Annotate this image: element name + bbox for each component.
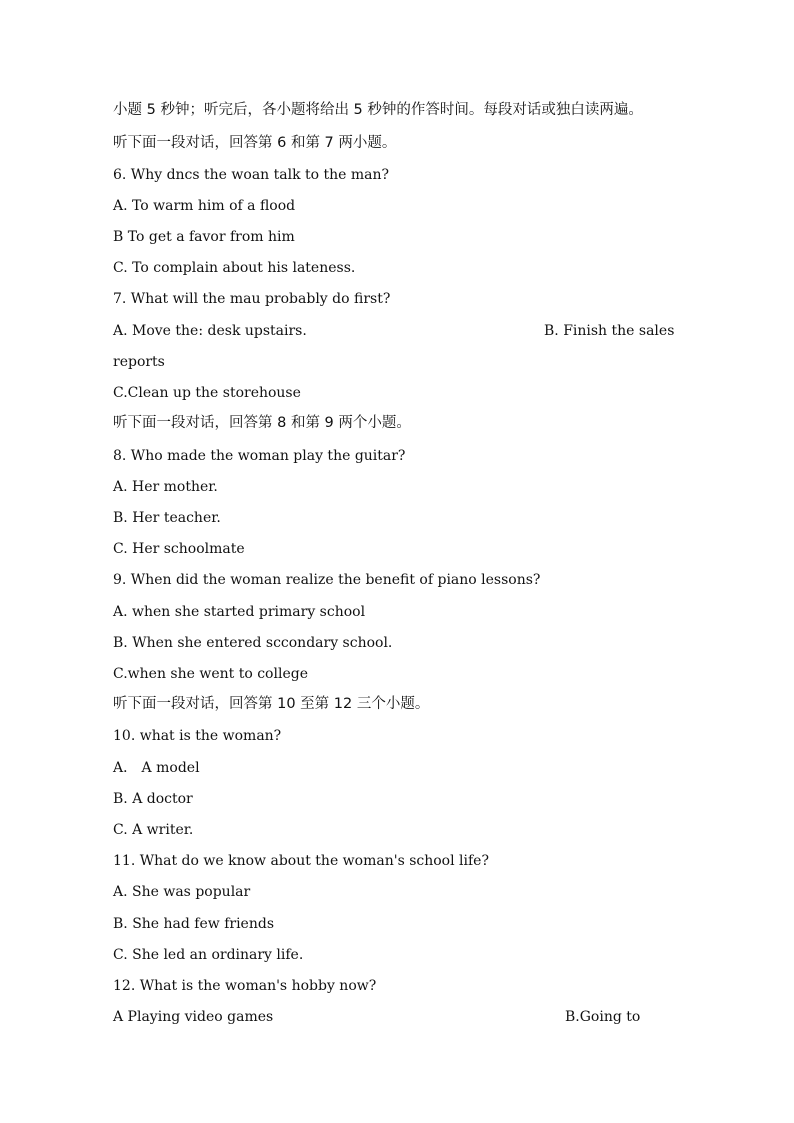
question-6-stem: 6. Why dncs the woan talk to the man? xyxy=(113,167,390,183)
question-6-option-a: A. To warm him of a flood xyxy=(113,198,296,214)
question-8-option-a: A. Her mother. xyxy=(113,479,218,495)
section-heading-q10-q12: 听下面一段对话，回答第 10 至第 12 三个小题。 xyxy=(113,696,430,712)
listening-instruction: 小题 5 秒钟；听完后，各小题将给出 5 秒钟的作答时间。每段对话或独白读两遍。 xyxy=(113,102,643,118)
section-heading-q8-q9: 听下面一段对话，回答第 8 和第 9 两个小题。 xyxy=(113,415,411,431)
question-12-option-a: A Playing video games xyxy=(113,1009,274,1025)
question-9-option-c: C.when she went to college xyxy=(113,666,308,682)
section-heading-q6-q7: 听下面一段对话，回答第 6 和第 7 两小题。 xyxy=(113,135,397,151)
question-7-option-b: B. Finish the sales xyxy=(544,323,675,339)
question-7-option-a: A. Move the: desk upstairs. xyxy=(113,323,307,339)
question-7-option-c: C.Clean up the storehouse xyxy=(113,385,301,401)
question-12-option-b: B.Going to xyxy=(565,1009,641,1025)
question-11-option-c: C. She led an ordinary life. xyxy=(113,947,304,963)
question-9-option-a: A. when she started primary school xyxy=(113,604,366,620)
question-10-stem: 10. what is the woman? xyxy=(113,728,282,744)
question-10-option-a: A． A model xyxy=(113,760,200,776)
question-10-option-c: C. A writer. xyxy=(113,822,194,838)
question-9-option-b: B. When she entered sccondary school. xyxy=(113,635,393,651)
question-7-option-b-continued: reports xyxy=(113,354,165,370)
question-11-option-a: A. She was popular xyxy=(113,884,251,900)
question-6-option-b: B To get a favor from him xyxy=(113,229,295,245)
question-8-option-c: C. Her schoolmate xyxy=(113,541,245,557)
question-8-option-b: B. Her teacher. xyxy=(113,510,221,526)
question-8-stem: 8. Who made the woman play the guitar? xyxy=(113,448,406,464)
question-9-stem: 9. When did the woman realize the benefit of piano lessons? xyxy=(113,572,541,588)
question-7-stem: 7. What will the mau probably do first? xyxy=(113,291,391,307)
question-12-stem: 12. What is the woman's hobby now? xyxy=(113,978,377,994)
question-10-option-b: B. A doctor xyxy=(113,791,193,807)
question-11-option-b: B. She had few friends xyxy=(113,916,275,932)
question-11-stem: 11. What do we know about the woman's school life? xyxy=(113,853,489,869)
question-6-option-c: C. To complain about his lateness. xyxy=(113,260,356,276)
